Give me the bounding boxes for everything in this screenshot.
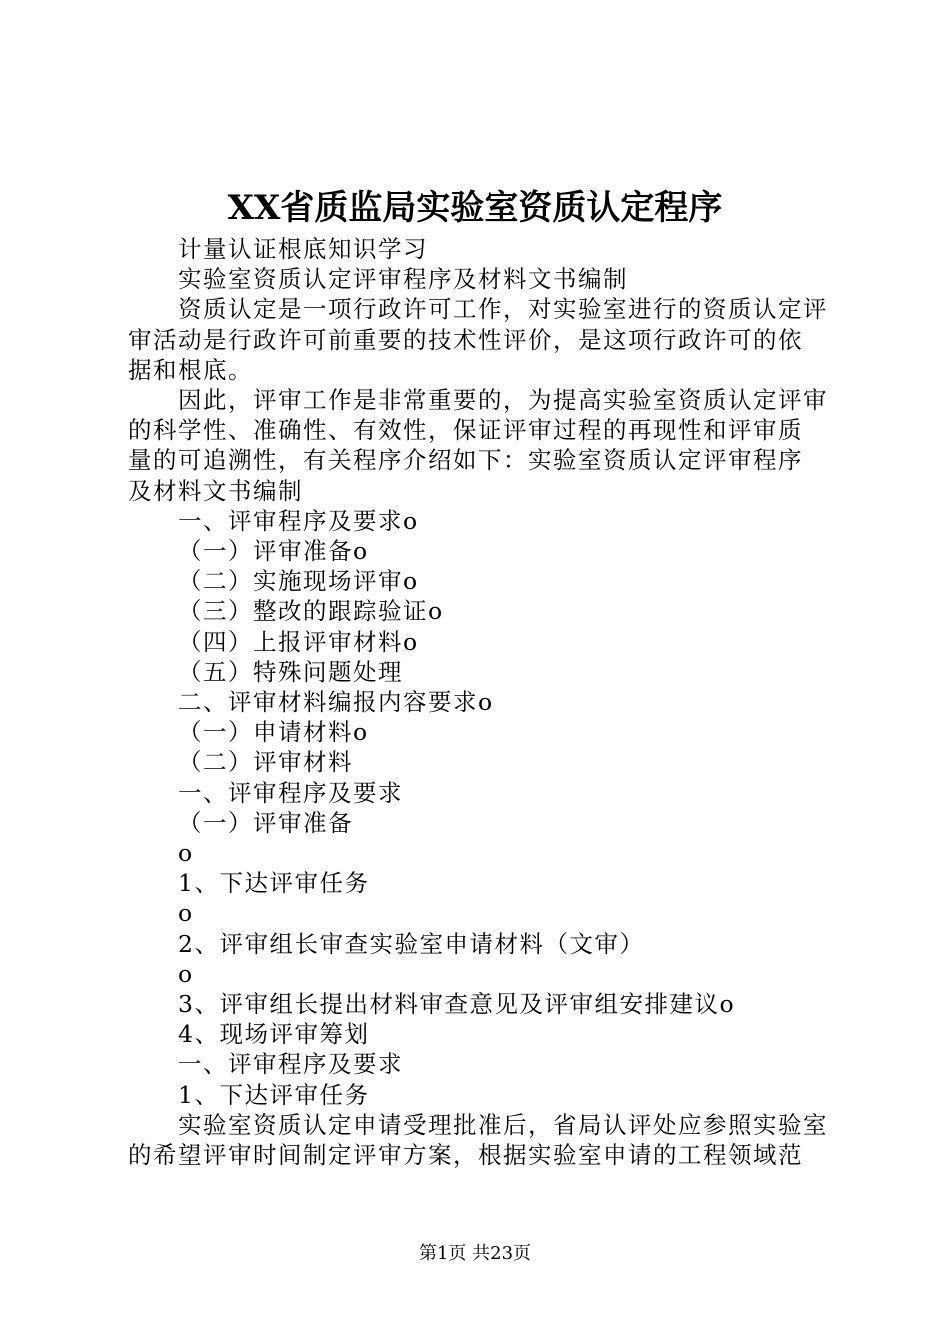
- body-line: 4、现场评审筹划: [178, 1020, 370, 1049]
- body-line: o: [178, 959, 194, 988]
- body-line: o: [178, 839, 194, 868]
- body-line: （五）特殊问题处理: [178, 657, 403, 686]
- body-line: 据和根底。: [128, 355, 253, 384]
- body-line: 一、评审程序及要求o: [178, 506, 419, 535]
- body-line: （四）上报评审材料o: [178, 627, 419, 656]
- body-line: （一）评审准备o: [178, 537, 369, 566]
- body-line: （二）实施现场评审o: [178, 567, 419, 596]
- body-line: 实验室资质认定申请受理批准后，省局认评处应参照实验室: [178, 1110, 828, 1139]
- body-line: 量的可追溯性，有关程序介绍如下：实验室资质认定评审程序: [128, 446, 803, 475]
- body-line: o: [178, 899, 194, 928]
- body-line: 计量认证根底知识学习: [178, 235, 428, 263]
- body-line: 及材料文书编制: [128, 476, 303, 505]
- body-line: 资质认定是一项行政许可工作，对实验室进行的资质认定评: [178, 295, 828, 324]
- body-line: 实验室资质认定评审程序及材料文书编制: [178, 265, 628, 294]
- page-footer: 第1页 共23页: [418, 1243, 532, 1264]
- body-line: 3、评审组长提出材料审查意见及评审组安排建议o: [178, 990, 736, 1019]
- document-body: [128, 234, 833, 1170]
- body-line: 审活动是行政许可前重要的技术性评价，是这项行政许可的依: [128, 325, 803, 354]
- body-line: 的希望评审时间制定评审方案，根据实验室申请的工程领域范: [128, 1141, 803, 1170]
- body-line: 因此，评审工作是非常重要的，为提高实验室资质认定评审: [178, 386, 828, 415]
- body-line: （三）整改的跟踪验证o: [178, 597, 444, 626]
- body-line: 2、评审组长审查实验室申请材料（文审）: [178, 929, 645, 958]
- body-line: 的科学性、准确性、有效性，保证评审过程的再现性和评审质: [128, 416, 803, 445]
- body-line: 二、评审材料编报内容要求o: [178, 688, 494, 717]
- document-title: XX省质监局实验室资质认定程序: [227, 188, 723, 228]
- body-line: 一、评审程序及要求: [178, 778, 403, 807]
- body-line: （二）评审材料: [178, 748, 353, 777]
- body-line: （一）评审准备: [178, 808, 353, 837]
- body-line: 1、下达评审任务: [178, 869, 370, 898]
- body-line: 一、评审程序及要求: [178, 1050, 403, 1079]
- body-line: （一）申请材料o: [178, 718, 369, 747]
- body-line: 1、下达评审任务: [178, 1080, 370, 1109]
